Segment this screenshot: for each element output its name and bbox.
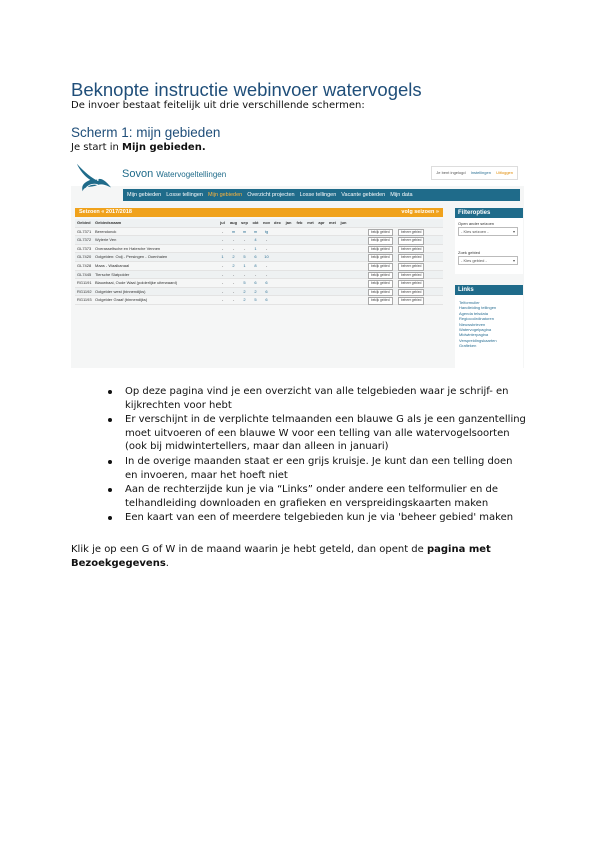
closing-bold: pagina met Bezoekgegevens <box>71 544 491 569</box>
logout-link[interactable]: Uitloggen <box>496 170 513 175</box>
sidebar-link[interactable]: Agenda telsdata <box>459 310 488 316</box>
month-cell[interactable]: 2 <box>232 262 235 268</box>
sidebar-link[interactable]: Grafieken <box>459 343 477 349</box>
filter-season-label: Open ander seizoen <box>458 221 495 226</box>
table-row <box>75 245 443 254</box>
settings-link[interactable]: Instellingen <box>470 170 491 175</box>
area-code: GL7428 <box>77 262 92 268</box>
bullet-list <box>108 385 528 526</box>
next-season-link[interactable]: volg seizoen » <box>401 209 439 215</box>
manage-area-button[interactable]: beheer gebied <box>398 229 424 237</box>
manage-area-button[interactable]: beheer gebied <box>398 237 424 245</box>
month-cell: - <box>265 262 268 268</box>
month-cell: - <box>232 297 235 303</box>
area-code: GL7373 <box>77 245 92 251</box>
month-cell[interactable]: 6 <box>254 280 257 286</box>
table-row <box>75 296 443 305</box>
nav-item-mijn-gebieden-active[interactable]: Mijn gebieden <box>207 192 243 198</box>
areas-table <box>75 219 443 305</box>
links-title: Links <box>455 285 523 295</box>
month-cell[interactable]: 5 <box>254 297 257 303</box>
sidebar-link[interactable]: Handleiding tellingen <box>459 305 497 311</box>
manage-area-button[interactable]: beheer gebied <box>398 254 424 262</box>
table-row <box>75 253 443 262</box>
page-title: Beknopte instructie webinvoer watervogels <box>71 79 422 100</box>
month-cell[interactable]: 2 <box>243 297 246 303</box>
month-cell: - <box>243 245 246 251</box>
table-row <box>75 279 443 288</box>
area-name: Maas - Waalkanaal <box>95 262 130 268</box>
area-name: Wylerie Ven <box>95 237 117 243</box>
month-header: apr <box>318 220 325 225</box>
nav-item-mijn-data[interactable]: Mijn data <box>390 192 413 198</box>
season-bar <box>75 208 443 217</box>
list-item: Aan de rechterzijde kun je via “Links” onder andere een telformulier en de telhandleiding downloaden en grafieken en verspreidingskaarten maken <box>108 483 528 510</box>
month-header: jul <box>220 220 225 225</box>
table-row <box>75 271 443 280</box>
view-area-button[interactable]: bekijk gebied <box>368 297 393 305</box>
month-header: jun <box>340 220 347 225</box>
month-cell[interactable]: m <box>242 228 247 234</box>
area-code: RG1191 <box>77 280 92 286</box>
month-cell: - <box>221 245 224 251</box>
month-cell: - <box>221 271 224 277</box>
area-name: Tiersche Slatpolder <box>95 271 130 277</box>
view-area-button[interactable]: bekijk gebied <box>368 263 393 271</box>
table-row <box>75 228 443 237</box>
month-header: jan <box>285 220 292 225</box>
area-name: Oolgelder west (binnendijks) <box>95 288 146 294</box>
area-code: GL7371 <box>77 228 92 234</box>
intro-text: De invoer bestaat feitelijk uit drie verschillende schermen: <box>71 100 365 111</box>
month-header: mei <box>329 220 336 225</box>
month-header: feb <box>296 220 303 225</box>
area-code: RG1192 <box>77 288 92 294</box>
list-item: In de overige maanden staat er een grijs kruisje. Je kunt dan een telling doen en invoeren, maar het hoeft niet <box>108 455 528 482</box>
month-cell[interactable]: 10 <box>264 254 269 260</box>
nav-item-losse-tellingen[interactable]: Losse tellingen <box>166 192 203 198</box>
view-area-button[interactable]: bekijk gebied <box>368 229 393 237</box>
manage-area-button[interactable]: beheer gebied <box>398 272 424 280</box>
month-cell[interactable]: 6 <box>265 280 268 286</box>
month-cell[interactable]: 6 <box>254 254 257 260</box>
month-header: sep <box>241 220 248 225</box>
header-name: Gebiedsnaam <box>95 220 122 225</box>
closing-text <box>71 543 531 570</box>
season-label[interactable]: Seizoen « 2017/2018 <box>79 209 132 215</box>
filter-panel <box>455 208 523 274</box>
month-cell[interactable]: 1 <box>221 254 224 260</box>
view-area-button[interactable]: bekijk gebied <box>368 254 393 262</box>
month-cell: - <box>221 262 224 268</box>
user-status: Je bent ingelogd <box>436 170 466 175</box>
section-title: Scherm 1: mijn gebieden <box>71 125 221 140</box>
month-cell: - <box>232 288 235 294</box>
filter-title: Filteropties <box>455 208 523 218</box>
view-area-button[interactable]: bekijk gebied <box>368 280 393 288</box>
list-item: Op deze pagina vind je een overzicht van alle telgebieden waar je schrijf- en kijkrechten voor hebt <box>108 385 528 412</box>
links-panel <box>455 285 523 368</box>
manage-area-button[interactable]: beheer gebied <box>398 246 424 254</box>
start-text <box>71 142 206 153</box>
month-cell: - <box>221 228 224 234</box>
closing-suffix: . <box>165 557 169 569</box>
month-header: mrt <box>307 220 314 225</box>
table-row <box>75 262 443 271</box>
month-cell[interactable]: m <box>231 228 236 234</box>
sidebar-link[interactable]: Telformulier <box>459 300 480 305</box>
header-code: Gebied <box>77 220 91 225</box>
sidebar-link[interactable]: Regiocoördinatoren <box>459 316 494 322</box>
start-prefix: Je start in <box>71 142 123 153</box>
filter-area-label: Zoek gebied <box>458 250 481 255</box>
list-item: Er verschijnt in de verplichte telmaanden een blauwe G als je een ganzentelling moet uitvoeren of een blauwe W voor een telling van alle watervogelsoorten (ook bij midwintertellers, maar dan alleen in januari) <box>108 413 528 454</box>
month-cell: - <box>232 237 235 243</box>
table-row <box>75 236 443 245</box>
month-cell[interactable]: 2 <box>243 288 246 294</box>
area-select[interactable]: - Kies gebied - ▾ <box>458 256 518 265</box>
month-header: nov <box>262 220 271 225</box>
user-status-box <box>431 166 518 180</box>
view-area-button[interactable]: bekijk gebied <box>368 272 393 280</box>
brand-subtitle: Watervogeltellingen <box>156 170 227 179</box>
sidebar-link[interactable]: Watervogelpagina <box>459 327 492 333</box>
manage-area-button[interactable]: beheer gebied <box>398 297 424 305</box>
nav-item-losse-tellingen-2[interactable]: Losse tellingen <box>299 192 337 198</box>
month-cell: - <box>221 288 224 294</box>
month-cell: - <box>265 237 268 243</box>
month-cell: - <box>243 271 246 277</box>
table-row <box>75 288 443 297</box>
area-name: Oolgelden: Oolj - Persingen - Ooenhaien <box>95 254 168 260</box>
area-name: Overasseltsche en Haterche Vennen <box>95 245 161 251</box>
manage-area-button[interactable]: beheer gebied <box>398 289 424 297</box>
view-area-button[interactable]: bekijk gebied <box>368 237 393 245</box>
nav-item-overzicht-projecten[interactable]: Overzicht projecten <box>247 192 295 198</box>
month-cell[interactable]: 1 <box>243 262 246 268</box>
embedded-screenshot <box>71 156 524 368</box>
month-cell: - <box>265 271 268 277</box>
month-cell: - <box>254 271 257 277</box>
area-code: RG1193 <box>77 297 92 303</box>
month-cell: - <box>221 297 224 303</box>
month-cell[interactable]: 4 <box>254 237 257 243</box>
manage-area-button[interactable]: beheer gebied <box>398 280 424 288</box>
area-name: Oolgelder Graaf (binnendijks) <box>95 297 148 303</box>
sidebar-link[interactable]: Verspreidingskaarten <box>459 337 497 343</box>
table-header-row <box>75 219 443 228</box>
season-select[interactable]: - Kies seizoen - ▾ <box>458 227 518 236</box>
month-cell[interactable]: 5 <box>243 280 246 286</box>
sidebar-link[interactable]: Midwinterpagina <box>459 332 489 338</box>
month-cell[interactable]: 2 <box>254 288 257 294</box>
month-cell: - <box>232 280 235 286</box>
month-cell: - <box>232 271 235 277</box>
month-cell[interactable]: tg <box>264 228 269 234</box>
manage-area-button[interactable]: beheer gebied <box>398 263 424 271</box>
area-code: GL7445 <box>77 271 92 277</box>
month-cell: - <box>243 237 246 243</box>
month-cell[interactable]: 6 <box>265 297 268 303</box>
view-area-button[interactable]: bekijk gebied <box>368 289 393 297</box>
closing-prefix: Klik je op een G of W in de maand waarin je hebt geteld, dan opent de <box>71 544 427 555</box>
month-cell[interactable]: 5 <box>243 254 246 260</box>
month-cell[interactable]: 6 <box>265 288 268 294</box>
month-header: aug <box>229 220 238 225</box>
nav-item-vacante-gebieden[interactable]: Vacante gebieden <box>341 192 386 198</box>
month-cell: - <box>232 245 235 251</box>
area-name: Berendonck <box>95 228 117 234</box>
nav-item-mijn-gebieden[interactable]: Mijn gebieden <box>127 192 162 198</box>
list-item: Een kaart van een of meerdere telgebieden kun je via 'beheer gebied' maken <box>108 511 528 525</box>
main-nav <box>123 189 520 201</box>
month-header: dec <box>274 220 281 225</box>
view-area-button[interactable]: bekijk gebied <box>368 246 393 254</box>
month-cell: - <box>265 245 268 251</box>
swallow-logo-icon <box>75 158 113 198</box>
area-code: GL7372 <box>77 237 92 243</box>
brand-name: Sovon <box>122 168 154 180</box>
start-bold: Mijn gebieden. <box>122 142 206 153</box>
month-cell[interactable]: 1 <box>254 245 257 251</box>
month-cell[interactable]: 8 <box>254 262 257 268</box>
sovon-header <box>71 156 524 186</box>
month-header: okt <box>252 220 259 225</box>
area-name: Blauwbaai, Oude Waal (polderlijke uiterwaard) <box>95 280 178 286</box>
month-cell[interactable]: 2 <box>232 254 235 260</box>
brand-title <box>122 168 226 180</box>
area-code: GL7420 <box>77 254 92 260</box>
month-cell[interactable]: m <box>253 228 258 234</box>
sidebar-link[interactable]: Nieuwsbrieven <box>459 321 486 327</box>
month-cell: - <box>221 280 224 286</box>
month-cell: - <box>221 237 224 243</box>
